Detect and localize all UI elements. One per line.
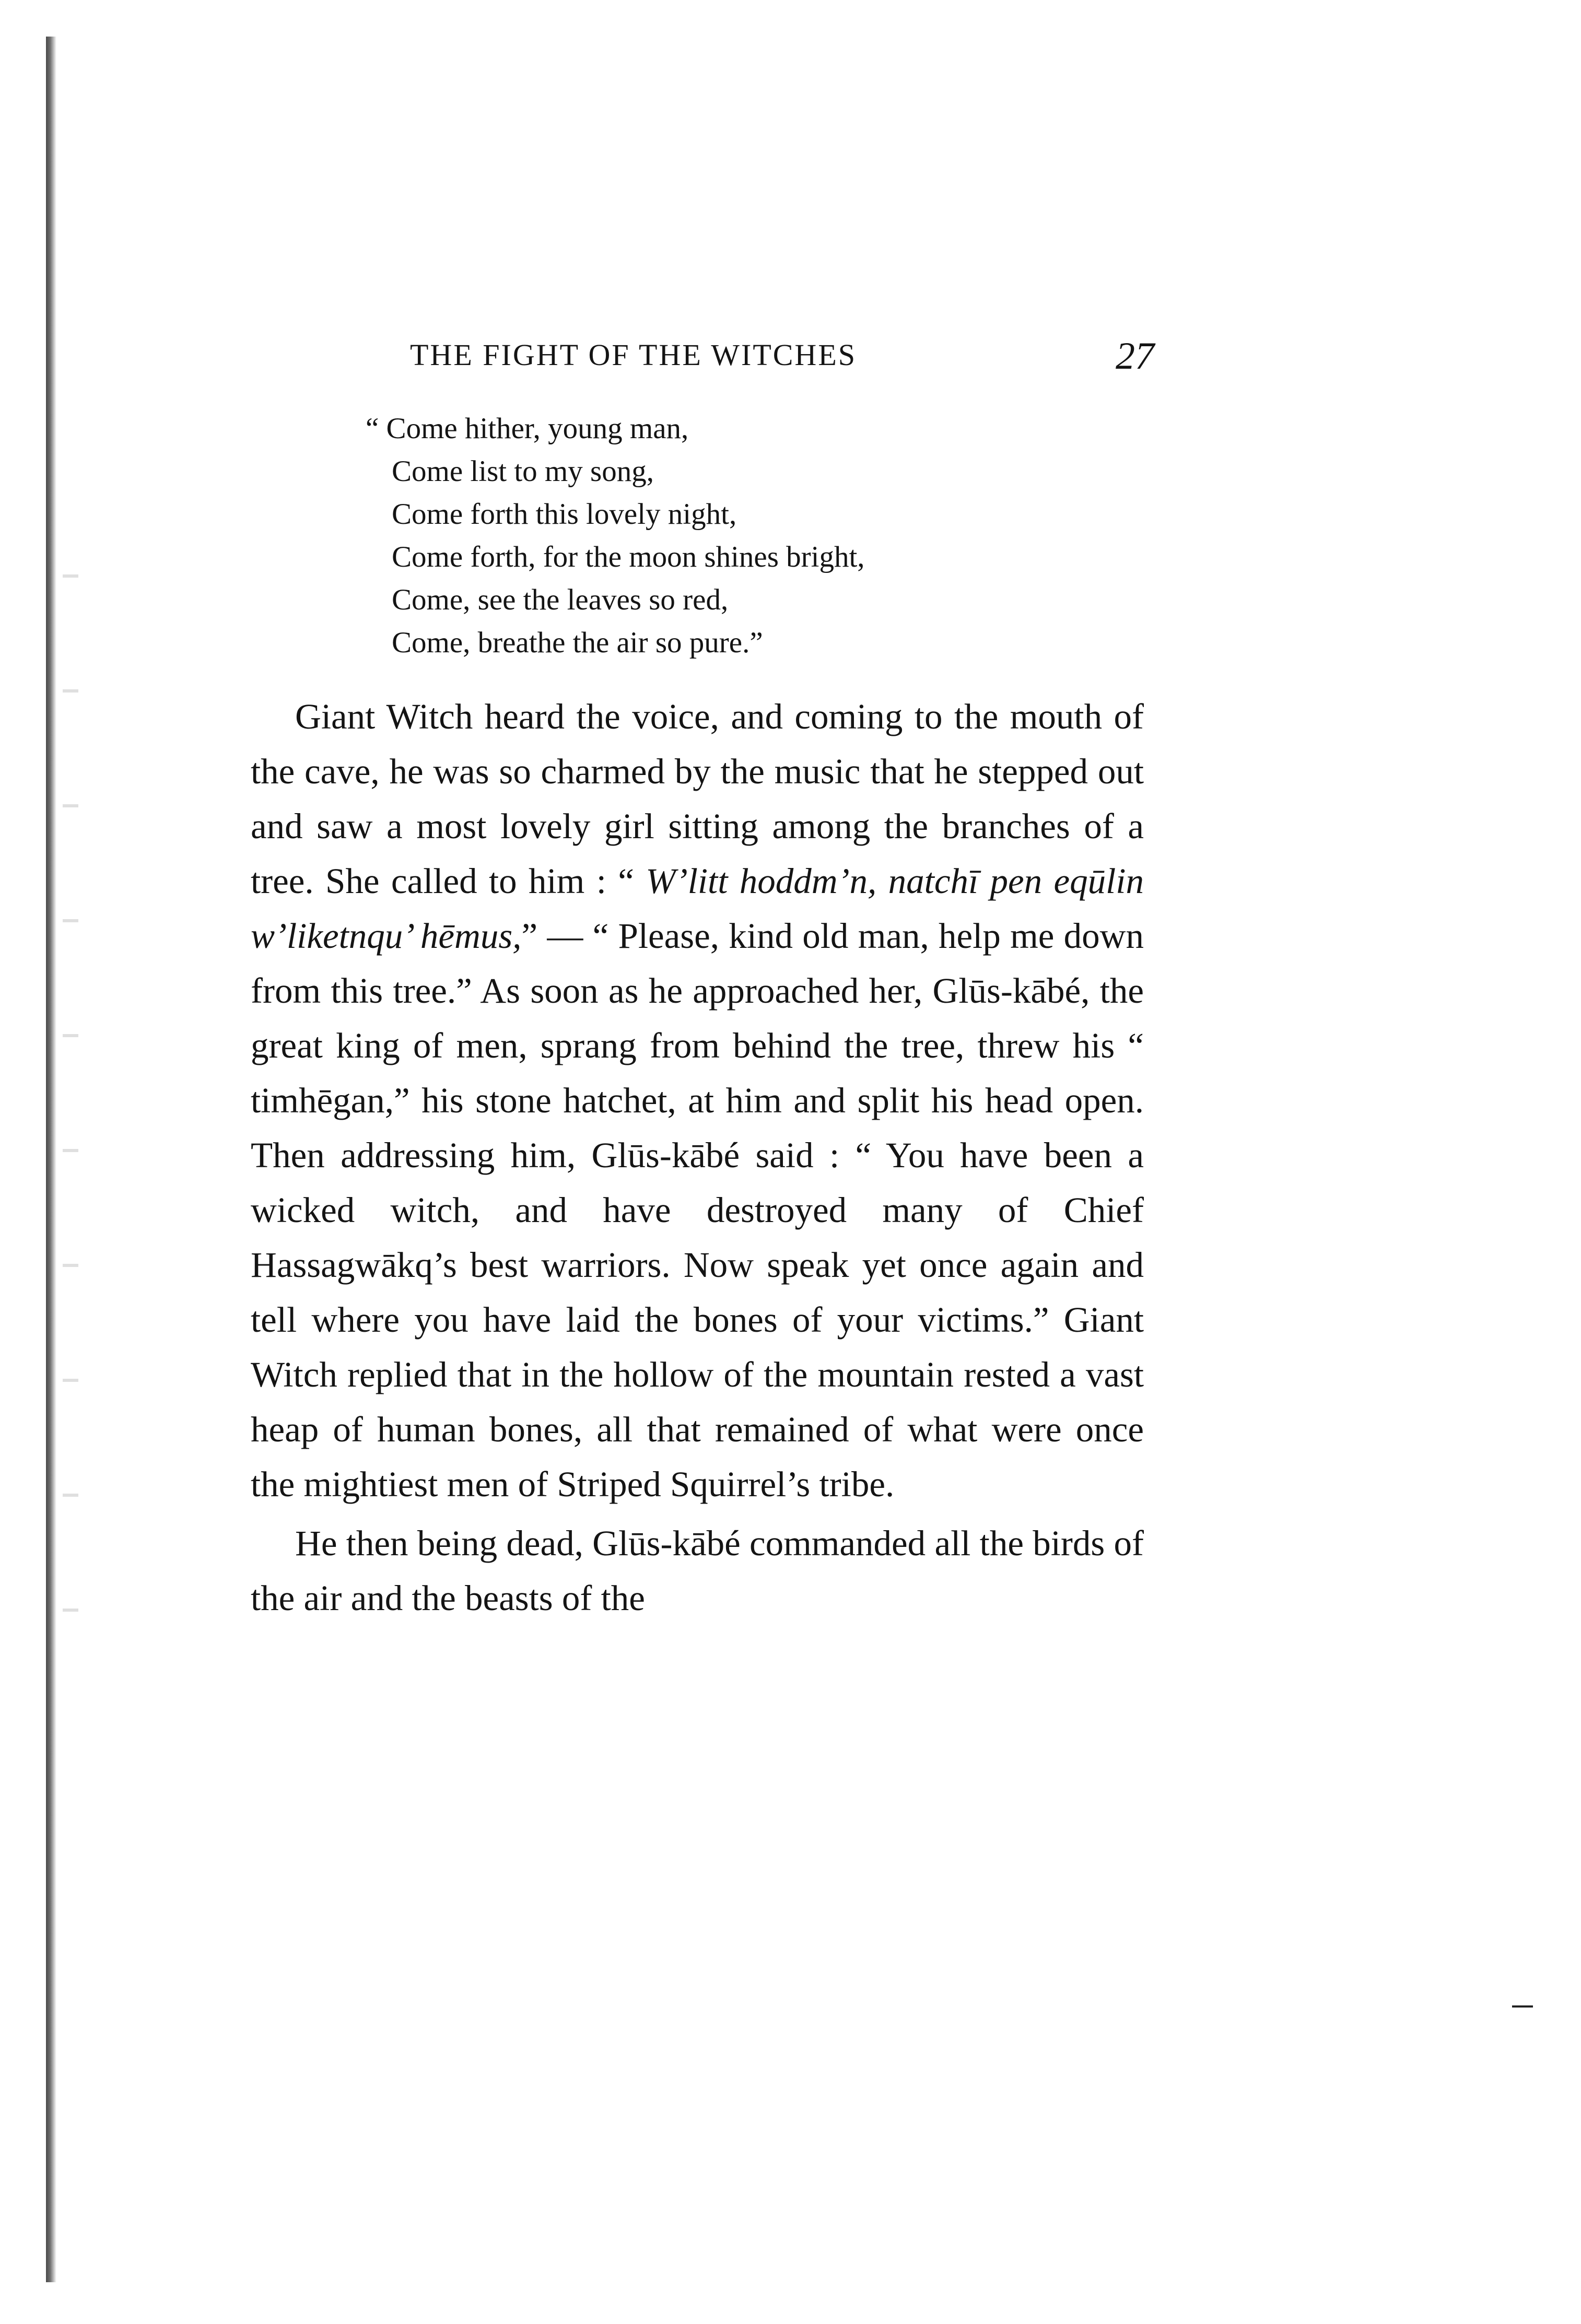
running-title: THE FIGHT OF THE WITCHES <box>410 338 857 372</box>
binding-shadow <box>46 37 56 2282</box>
verse-line: Come, see the leaves so red, <box>392 583 729 616</box>
page-number: 27 <box>1116 335 1154 378</box>
verse-line: Come forth, for the moon shines bright, <box>392 541 865 573</box>
paragraph-text: ” — “ Please, kind old man, help me down from this tree.” As soon as he approached her, Glūs-kābé, the great king of men, sprang from behind the tree, threw his “ timhēgan,” his stone hatchet, at him and split his head open. Then addressing him, Glūs-kābé said : “ You have been a wicked witch, and have destroyed many of Chief Hassagwākq’s best warriors. Now speak yet once again and tell where you have laid the bones of your victims.” Giant Witch replied that in the hollow of the mountain rested a vast heap of human bones, all that remained of what were once the mightiest men of Striped Squirrel’s tribe. <box>251 916 1144 1504</box>
verse-line: Come list to my song, <box>392 455 654 488</box>
paragraph: He then being dead, Glūs-kābé commanded all the birds of the air and the beasts of the <box>251 1523 1144 1618</box>
scan-mark <box>1512 2005 1533 2008</box>
italic-phrase: W’litt hoddm’n, natchī pen eqūlin w’liketnqu’ hēmus, <box>251 861 1144 956</box>
paragraph-text: Giant Witch heard the voice, and coming to the mouth of the cave, he was so charmed by the music that he stepped out and saw a most lovely girl sitting among the branches of a tree. She called to him : “ <box>251 697 1144 901</box>
verse-line: “ Come hither, young man, <box>366 412 689 445</box>
verse-line: Come forth this lovely night, <box>392 498 737 531</box>
verse-line: Come, breathe the air so pure.” <box>392 626 763 659</box>
paragraph <box>251 689 1144 1512</box>
prose-body <box>251 689 1144 1626</box>
verse-block <box>366 407 1097 664</box>
scan-flecks <box>63 574 78 1619</box>
running-head <box>410 334 1154 376</box>
